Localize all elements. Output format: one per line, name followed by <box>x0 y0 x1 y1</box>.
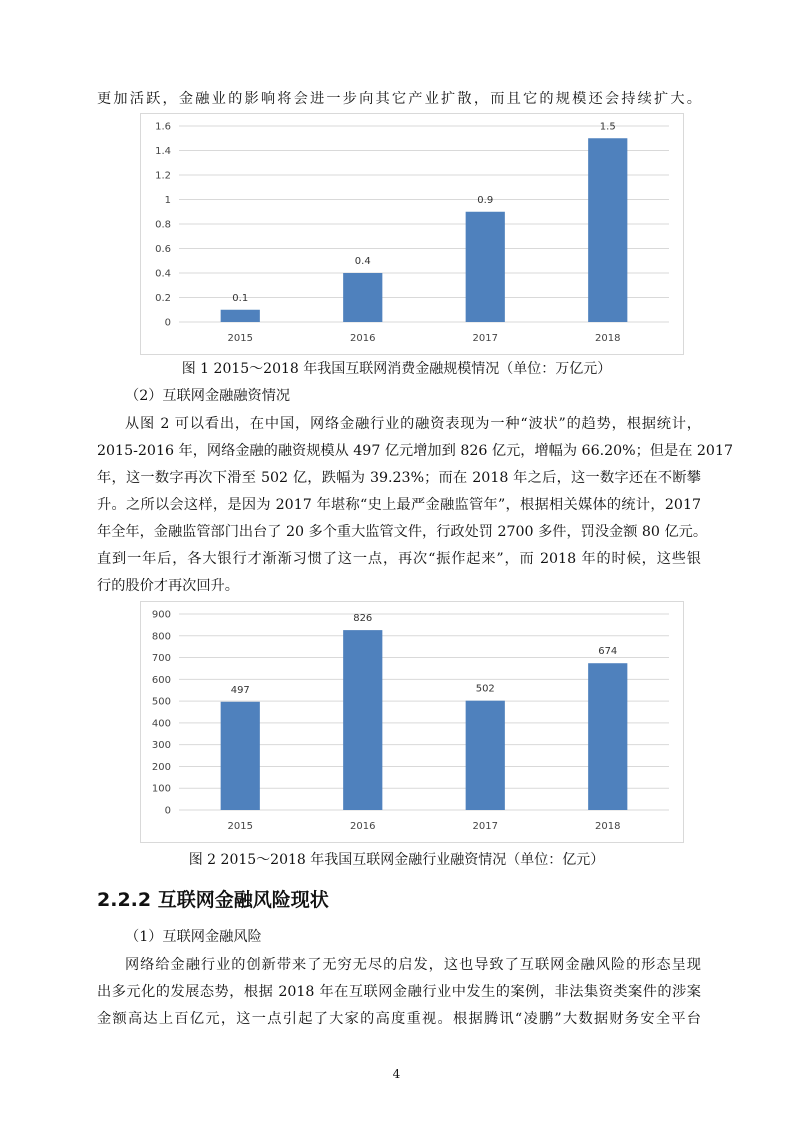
paragraph-line: 年，这一数字再次下滑至 502 亿，跌幅为 39.23%；而在 2018 年之后，这一数字还在不断攀 <box>97 470 701 486</box>
data-label: 0.1 <box>232 292 249 304</box>
bar <box>466 212 505 322</box>
y-tick-label: 1 <box>164 195 171 206</box>
y-tick-label: 1.2 <box>155 170 171 182</box>
bar <box>588 138 627 322</box>
paragraph-line: 从图 2 可以看出，在中国，网络金融行业的融资表现为一种“波状”的趋势，根据统计， <box>125 416 701 432</box>
y-tick-label: 100 <box>151 783 171 795</box>
y-tick-label: 200 <box>151 761 171 773</box>
x-tick-label: 2016 <box>350 333 376 344</box>
section-heading: 2.2.2 互联网金融风险现状 <box>97 889 329 911</box>
figure-caption: 图 2 2015～2018 年我国互联网金融行业融资情况（单位：亿元） <box>188 852 605 868</box>
subsection-heading: （2）互联网金融融资情况 <box>125 388 291 404</box>
y-tick-label: 300 <box>151 740 171 752</box>
paragraph-line: 出多元化的发展态势，根据 2018 年在互联网金融行业中发生的案例，非法集资类案件的涉案 <box>97 984 701 1000</box>
y-tick-label: 0.4 <box>155 268 171 280</box>
data-label: 0.4 <box>354 256 371 267</box>
paragraph-line: 行的股价才再次回升。 <box>97 578 239 594</box>
x-tick-label: 2017 <box>472 821 498 832</box>
bar <box>221 702 260 810</box>
y-tick-label: 800 <box>151 631 171 643</box>
y-tick-label: 0.2 <box>155 293 171 304</box>
subsection-heading: （1）互联网金融风险 <box>125 929 262 945</box>
paragraph-line: 2015-2016 年，网络金融的融资规模从 497 亿元增加到 826 亿元，增幅为 66.20%；但是在 2017 <box>97 443 734 459</box>
y-tick-label: 0 <box>164 805 171 817</box>
data-label: 674 <box>598 646 618 658</box>
x-tick-label: 2018 <box>595 821 621 832</box>
y-tick-label: 1.4 <box>155 146 171 157</box>
chart-canvas <box>141 114 683 354</box>
x-tick-label: 2016 <box>350 821 376 832</box>
bar-chart-consumer-finance-scale <box>140 113 684 355</box>
data-label: 1.5 <box>599 121 616 133</box>
bar <box>343 273 382 322</box>
data-label: 502 <box>475 683 495 695</box>
x-tick-label: 2017 <box>472 333 498 344</box>
y-tick-label: 0.6 <box>155 244 171 255</box>
figure-caption: 图 1 2015～2018 年我国互联网消费金融规模情况（单位：万亿元） <box>181 361 612 377</box>
data-label: 826 <box>353 613 373 625</box>
x-tick-label: 2018 <box>595 333 621 344</box>
page-number: 4 <box>392 1067 401 1081</box>
bar <box>466 701 505 810</box>
data-label: 497 <box>230 684 250 696</box>
data-label: 0.9 <box>477 194 494 206</box>
paragraph-line: 金额高达上百亿元，这一点引起了大家的高度重视。根据腾讯“凌鹏”大数据财务安全平台 <box>97 1011 701 1027</box>
bar <box>343 630 382 810</box>
paragraph-line: 直到一年后，各大银行才渐渐习惯了这一点，再次“振作起来”，而 2018 年的时候，这些银 <box>97 551 701 567</box>
bar <box>221 310 260 322</box>
y-tick-label: 600 <box>151 674 171 686</box>
y-tick-label: 900 <box>151 609 171 621</box>
chart-canvas <box>141 602 683 842</box>
y-tick-label: 0.8 <box>155 219 171 231</box>
paragraph-line: 年全年，金融监管部门出台了 20 多个重大监管文件，行政处罚 2700 多件，罚没金额 80 亿元。 <box>97 524 708 540</box>
bar <box>588 663 627 810</box>
paragraph-line: 更加活跃，金融业的影响将会进一步向其它产业扩散，而且它的规模还会持续扩大。 <box>97 91 701 107</box>
x-tick-label: 2015 <box>227 333 253 344</box>
paragraph-line: 网络给金融行业的创新带来了无穷无尽的启发，这也导致了互联网金融风险的形态呈现 <box>125 957 701 973</box>
y-tick-label: 0 <box>164 317 171 329</box>
y-tick-label: 400 <box>151 718 171 730</box>
y-tick-label: 1.6 <box>155 121 171 133</box>
bar-chart-financing <box>140 601 684 843</box>
y-tick-label: 500 <box>151 696 171 708</box>
x-tick-label: 2015 <box>227 821 253 832</box>
y-tick-label: 700 <box>151 653 171 665</box>
paragraph-line: 升。之所以会这样，是因为 2017 年堪称“史上最严金融监管年”，根据相关媒体的统计，2017 <box>97 497 701 513</box>
